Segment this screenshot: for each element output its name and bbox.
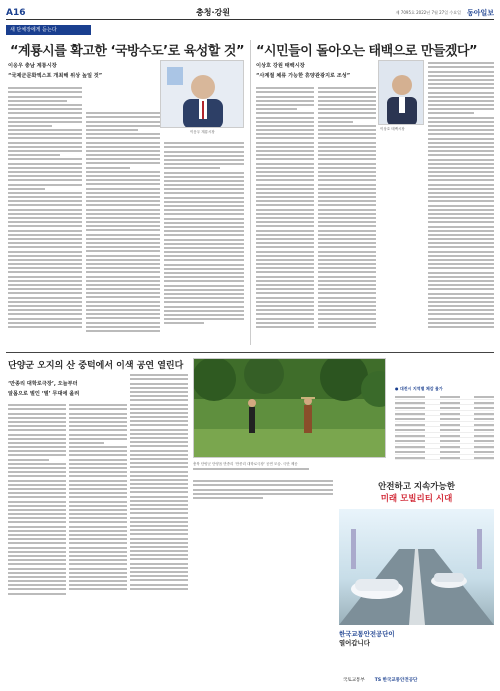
left-body-col3 xyxy=(164,140,244,345)
left-subtitles xyxy=(8,62,158,82)
mid-body-col1 xyxy=(8,402,66,607)
price-table-title: ● 대전시 지역별 체감 물가 xyxy=(395,386,443,391)
left-sub-2: “국제군문화엑스포 개최해 위상 높일 것” xyxy=(8,73,103,79)
forest-stage-image xyxy=(194,359,386,458)
right-body-col3 xyxy=(428,60,494,345)
right-photo xyxy=(378,60,424,125)
mid-body-bottom xyxy=(193,478,333,518)
mid-body-col3 xyxy=(130,372,188,607)
right-subtitles xyxy=(256,62,376,82)
mid-subtitles xyxy=(8,380,128,400)
left-headline: “계룡시를 확고한 ‘국방수도’로 육성할 것” xyxy=(10,44,244,59)
mid-photo-caption: 충북 단양군 단양읍 만종리 ‘만종리 대학로극장’ 공연 모습. 극단 제공 xyxy=(193,462,386,467)
right-headline: “시민들이 돌아오는 태백으로 만들겠다” xyxy=(256,44,478,59)
ad-message-2: 열어갑니다 xyxy=(339,639,370,647)
right-photo-caption: 이상호 태백시장 xyxy=(380,127,405,131)
mid-body-col2 xyxy=(69,402,127,607)
left-body-col2 xyxy=(86,110,160,345)
newspaper-logo: 동아일보 xyxy=(466,7,494,17)
mid-headline: 단양군 오지의 산 중턱에서 이색 공연 열린다 xyxy=(8,361,184,371)
right-body-col1 xyxy=(256,85,314,345)
ad-car-road-illustration xyxy=(339,509,494,625)
ad-title-2: 미래 모빌리티 시대 xyxy=(380,494,453,504)
mid-sub-1: ‘만종리 대학로극장’, 오늘부터 xyxy=(8,381,78,387)
series-band: 새 단체장에게 듣는다 xyxy=(6,25,91,35)
page-number: A16 xyxy=(6,7,26,18)
left-photo-image xyxy=(161,61,244,128)
left-photo xyxy=(160,60,244,128)
price-table xyxy=(395,384,494,469)
ad-ministry-logo: 국토교통부 xyxy=(343,678,365,683)
ad-road-image xyxy=(339,509,494,625)
ad-title-1: 안전하고 지속가능한 xyxy=(378,482,455,492)
ad-message-1: 한국교통안전공단이 xyxy=(339,630,395,638)
left-sub-1: 이응우 충남 계룡시장 xyxy=(8,63,57,69)
section-title: 충청·강원 xyxy=(196,8,230,17)
page-header xyxy=(6,6,494,20)
issue-meta: 제 7095호 2022년 7월 27일 수요일 xyxy=(395,9,461,15)
mid-sub-2: 알몸으로 벌인 ‘벌’ 무대에 올려 xyxy=(8,391,80,397)
left-photo-caption: 이응우 계룡시장 xyxy=(190,130,215,134)
ad-kotsa-logo: TS 한국교통안전공단 xyxy=(374,678,418,683)
right-body-col2 xyxy=(318,85,376,345)
right-photo-image xyxy=(379,61,424,125)
section-divider xyxy=(6,352,494,353)
right-sub-1: 이상호 강원 태백시장 xyxy=(256,63,305,69)
ad-footer xyxy=(343,674,490,686)
advertisement[interactable] xyxy=(339,478,494,688)
right-sub-2: “사계절 체류 가능한 휴양관광지로 조성” xyxy=(256,73,351,79)
column-divider xyxy=(250,40,251,345)
left-body-col1 xyxy=(8,85,82,345)
mid-photo xyxy=(193,358,386,458)
